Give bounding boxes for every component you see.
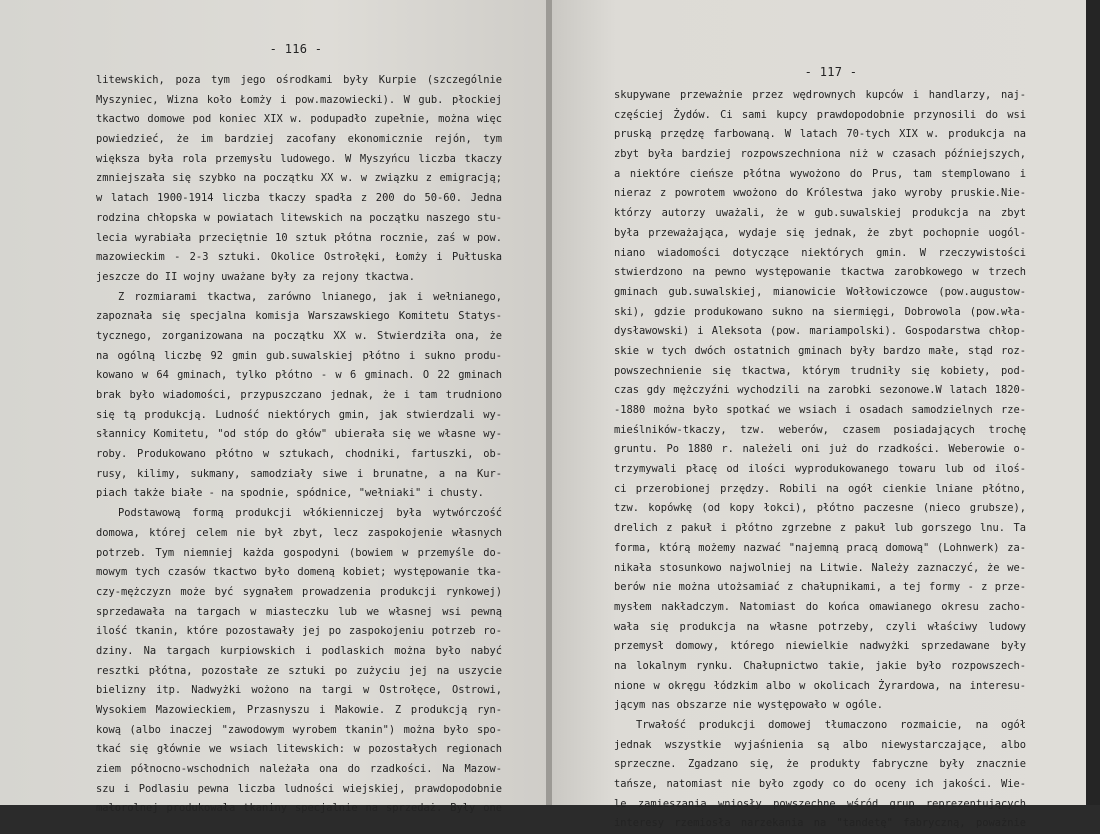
text-line: powiedzieć, że im bardziej zacofany ekonomicznie rejón, tym bbox=[96, 133, 502, 146]
text-line: którzy autorzy uważali, że w gub.suwalskiej produkcja na zbyt bbox=[614, 207, 1026, 220]
text-line: nione w okręgu łódzkim albo w okolicach Żyrardowa, na interesu- bbox=[614, 679, 1026, 692]
text-line: zapoznała się specjalna komisja Warszawskiego Komitetu Statys- bbox=[96, 310, 502, 323]
text-line: Podstawową formą produkcji włókienniczej była wytwórczość bbox=[118, 507, 502, 520]
text-line: interesy rzemiosła narzekania na "tandetę" fabryczną, poważnie bbox=[614, 817, 1026, 830]
text-line: piach także białe - na spodnie, spódnice, "wełniaki" i chusty. bbox=[96, 487, 484, 500]
text-line: rodzina chłopska w powiatach litewskich na początku naszego stu- bbox=[96, 211, 502, 224]
text-line: czas gdy mężczyźni wychodzili na zarobki sezonowe.W latach 1820- bbox=[614, 384, 1026, 397]
text-line: Wysokiem Mazowieckiem, Przasnyszu i Makowie. Z produkcją ryn- bbox=[96, 704, 502, 716]
text-line: roby. Produkowano płótno w sztukach, chodniki, fartuszki, ob- bbox=[96, 448, 502, 461]
text-line: tycznego, zorganizowana na początku XX w. Stwierdziła ona, że bbox=[96, 329, 502, 342]
text-line: litewskich, poza tym jego ośrodkami były Kurpie (szczególnie bbox=[96, 74, 502, 86]
text-line: rusy, kilimy, sukmany, samodziały siwe i brunatne, a na Kur- bbox=[96, 467, 502, 480]
text-line: mowym tych czasów tkactwo było domeną kobiet; występowanie tka- bbox=[96, 566, 502, 579]
body-text bbox=[614, 86, 1026, 834]
text-line: pruską przędzę farbowaną. W latach 70-tych XIX w. produkcja na bbox=[614, 128, 1026, 141]
body-text bbox=[96, 71, 502, 819]
text-line: ci przerobionej przędzy. Robili na ogół cienkie lniane płótno, bbox=[614, 482, 1026, 495]
text-line: niano wiadomości dotyczące niektórych gmin. W rzeczywistości bbox=[614, 246, 1026, 259]
text-line: zmniejszała się szybko na początku XX w. w związku z emigracją; bbox=[96, 172, 502, 185]
text-line: nieraz z powrotem wwożono do Królestwa jako wyroby pruskie.Nie- bbox=[614, 187, 1026, 200]
text-line: częściej Żydów. Ci sami kupcy prawdopodobnie przynosili do wsi bbox=[614, 108, 1026, 121]
page-number: - 116 - bbox=[269, 42, 323, 56]
left-page bbox=[0, 0, 548, 815]
text-line: lecia wyrabiała przeciętnie 10 sztuk płótna rocznie, zaś w pow. bbox=[96, 231, 502, 244]
text-line: kową (albo inaczej "zawodowym wyrobem tkanin") można było spo- bbox=[96, 723, 502, 736]
text-line: le zamieszania wniosły powszechne wśród grup reprezentujących bbox=[614, 797, 1026, 810]
text-line: berów nie można utożsamiać z chałupnikami, a tej formy - z prze- bbox=[614, 581, 1026, 594]
text-line: jącym nas obszarze nie występowało w ogóle. bbox=[614, 699, 883, 712]
text-line: trzymywali płacę od ilości wyprodukowanego towaru lub od iloś- bbox=[614, 463, 1026, 476]
text-line: większa była rola przemysłu ludowego. W Myszyńcu liczba tkaczy bbox=[96, 152, 502, 165]
text-line: brak było wiadomości, przypuszczano jednak, że i tam trudniono bbox=[96, 389, 502, 401]
text-line: w latach 1900-1914 liczba tkaczy spadła z 200 do 50-60. Jedna bbox=[96, 192, 502, 205]
text-line: potrzeb. Tym niemniej każda gospodyni (bowiem w przemyśle do- bbox=[96, 546, 502, 559]
text-line: małorolnej produkowała tkaniny specjalnie na sprzedaż. Były one bbox=[96, 802, 502, 815]
text-line: tańsze, natomiast nie było zgody co do oceny ich jakości. Wie- bbox=[614, 778, 1026, 791]
text-line: słannicy Komitetu, "od stóp do głów" ubierała się we własne wy- bbox=[96, 428, 502, 441]
text-line: tkać się głównie we wsiach litewskich: w pozostałych regionach bbox=[96, 743, 502, 756]
text-line: nikała stosunkowo najwolniej na Litwie. Należy zaznaczyć, że we- bbox=[614, 561, 1026, 574]
text-line: sprzeczne. Zgadzano się, że produkty fabryczne były znacznie bbox=[614, 758, 1026, 771]
text-line: -1880 można było spotkać we wsiach i osadach samodzielnych rze- bbox=[614, 404, 1026, 416]
right-page bbox=[552, 0, 1086, 830]
text-line: Z rozmiarami tkactwa, zarówno lnianego, jak i wełnianego, bbox=[118, 290, 502, 303]
text-line: mysłem nakładczym. Natomiast do końca omawianego okresu zacho- bbox=[614, 600, 1026, 613]
text-line: na ogólną liczbę 92 gmin gub.suwalskiej płótno i sukno produ- bbox=[96, 349, 502, 362]
text-line: jednak wszystkie wyjaśnienia są albo niewystarczające, albo bbox=[614, 738, 1026, 751]
text-line: mazowieckim - 2-3 sztuki. Okolice Ostrołęki, Łomży i Pułtuska bbox=[96, 251, 502, 264]
text-line: stwierdzono na pewno występowanie tkactwa zarobkowego w trzech bbox=[614, 266, 1026, 279]
text-line: gminach gub.suwalskiej, mianowicie Wołłowiczowce (pow.augustow- bbox=[614, 285, 1026, 298]
text-line: bielizny itp. Nadwyżki wożono na targi w Ostrołęce, Ostrowi, bbox=[96, 684, 502, 697]
text-line: ziem północno-wschodnich należała ona do rzadkości. Na Mazow- bbox=[96, 763, 502, 776]
text-line: dysławowski) i Aleksota (pow. mariampolski). Gospodarstwa chłop- bbox=[614, 325, 1026, 338]
text-line: gruntu. Po 1880 r. należeli oni już do rzadkości. Weberowie o- bbox=[614, 443, 1026, 456]
text-line: sprzedawała na targach w miasteczku lub we własnej wsi pewną bbox=[96, 605, 502, 618]
text-line: na lokalnym rynku. Chałupnictwo takie, jakie było rozpowszech- bbox=[614, 659, 1026, 672]
text-line: czy-mężczyzn może być sygnałem prowadzenia produkcji rynkowej) bbox=[96, 585, 502, 598]
text-line: wała się produkcja na własne potrzeby, czyli właściwy ludowy bbox=[614, 620, 1026, 633]
text-line: drelich z pakuł i płótno zgrzebne z pakuł lub gorszego lnu. Ta bbox=[614, 522, 1026, 535]
text-line: skupywane przeważnie przez wędrownych kupców i handlarzy, naj- bbox=[614, 89, 1026, 101]
text-line: się tą produkcją. Ludność niektórych gmin, jak stwierdzali wy- bbox=[96, 408, 502, 421]
text-line: Myszyniec, Wizna koło Łomży i pow.mazowiecki). W gub. płockiej bbox=[96, 93, 502, 106]
text-line: ski), gdzie produkowano sukno na siermięgi, Dobrowola (pow.wła- bbox=[614, 305, 1026, 318]
text-line: była przeważająca, wydaje się jednak, że zbyt pochopnie uogól- bbox=[614, 226, 1026, 239]
text-line: jeszcze do II wojny uważane były za rejony tkactwa. bbox=[96, 270, 416, 283]
text-line: ilość tkanin, które pozostawały jej po zaspokojeniu potrzeb ro- bbox=[96, 625, 502, 638]
text-line: skie w tych dwóch ostatnich gminach były bardzo małe, stąd roz- bbox=[614, 344, 1026, 357]
text-line: Trwałość produkcji domowej tłumaczono rozmaicie, na ogół bbox=[636, 719, 1026, 731]
page-number: - 117 - bbox=[804, 65, 858, 79]
text-line: przemysł domowy, którego niewielkie nadwyżki sprzedawane były bbox=[614, 640, 1026, 653]
text-line: tzw. kopówkę (od kopy łokci), płótno paczesne (nieco grubsze), bbox=[614, 502, 1026, 515]
text-line: dziny. Na targach kurpiowskich i podlaskich można było nabyć bbox=[96, 644, 502, 657]
scan-background-edge bbox=[1086, 0, 1100, 805]
text-line: powszechnienie się tkactwa, którym trudniły się kobiety, pod- bbox=[614, 364, 1026, 377]
text-line: szu i Podlasiu pewna liczba ludności wiejskiej, prawdopodobnie bbox=[96, 782, 502, 795]
text-line: mieślników-tkaczy, tzw. weberów, czasem posiadających trochę bbox=[614, 423, 1026, 436]
text-line: tkactwo domowe pod koniec XIX w. podupadło zupełnie, można więc bbox=[96, 113, 502, 126]
text-line: zbyt była bardziej rozpowszechniona niż w czasach późniejszych, bbox=[614, 148, 1026, 161]
text-line: a niektóre cieńsze płótna wywożono do Prus, tam stemplowano i bbox=[614, 167, 1026, 180]
text-line: forma, którą możemy nazwać "najemną pracą domową" (Lohnwerk) za- bbox=[614, 541, 1026, 554]
text-line: kowano w 64 gminach, tylko płótno - w 6 gminach. O 22 gminach bbox=[96, 369, 502, 382]
text-line: domowa, której celem nie był zbyt, lecz zaspokojenie własnych bbox=[96, 526, 502, 539]
text-line: resztki płótna, pozostałe ze sztuki po zużyciu jej na uszycie bbox=[96, 664, 502, 677]
